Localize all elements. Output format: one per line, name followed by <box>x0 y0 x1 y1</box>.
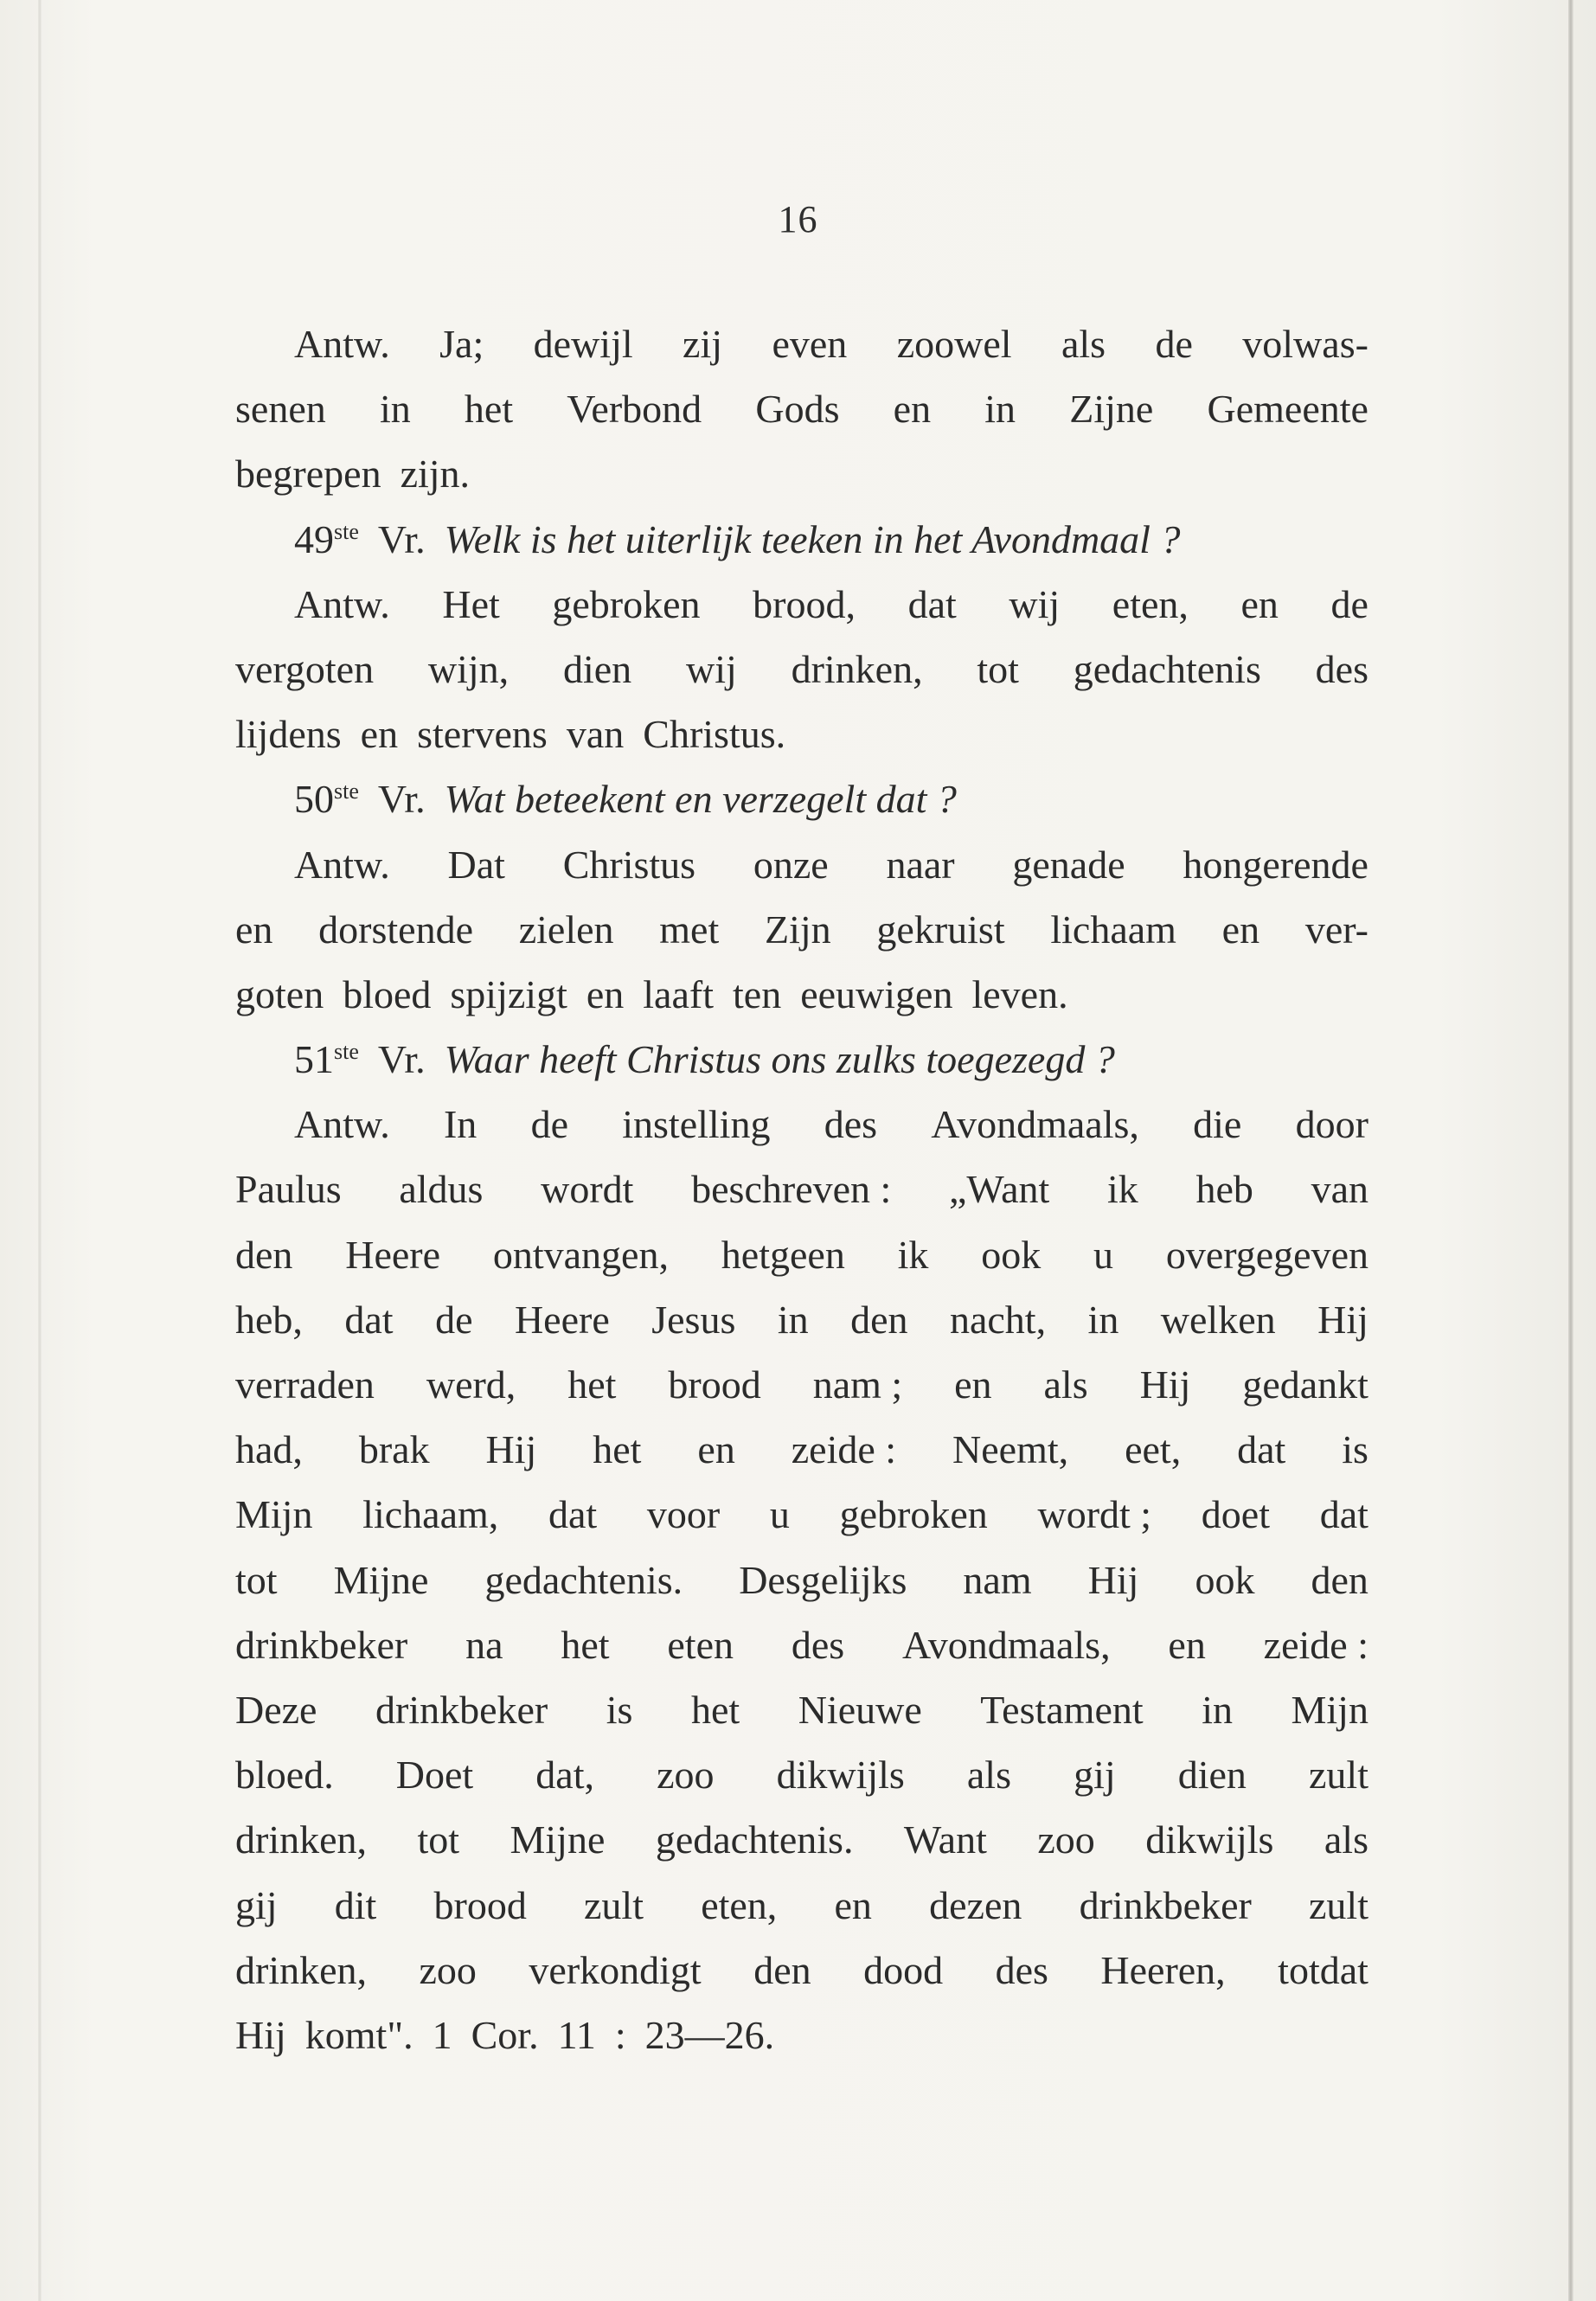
word: in <box>379 387 411 432</box>
word: den <box>235 1232 293 1277</box>
word: en <box>1168 1622 1206 1667</box>
word: als <box>1324 1817 1368 1862</box>
word: en <box>360 712 399 757</box>
text-line <box>235 1807 1368 1872</box>
word: brood, <box>753 581 856 626</box>
word: Avondmaals, <box>931 1102 1139 1147</box>
text-line <box>235 832 1368 897</box>
word: Avondmaals, <box>901 1622 1111 1667</box>
word: brak <box>358 1427 430 1472</box>
word: het <box>690 1687 740 1732</box>
word: bloed. <box>235 1753 334 1798</box>
word: dat <box>907 581 957 626</box>
word: die <box>1193 1102 1242 1147</box>
text-line <box>235 311 1368 376</box>
word: 23—26. <box>644 2012 775 2057</box>
word: dien <box>1177 1753 1247 1798</box>
word: dien <box>562 646 632 691</box>
word: verraden <box>235 1362 375 1407</box>
word: ook <box>981 1232 1042 1277</box>
word: komt". <box>304 2012 413 2057</box>
text-line <box>235 1612 1368 1677</box>
text-line <box>235 962 1368 1027</box>
word: den <box>753 1947 811 1992</box>
text-line <box>235 1027 1368 1092</box>
text-line <box>235 507 1368 572</box>
word: Mijne <box>333 1557 429 1602</box>
word: dat <box>344 1297 394 1342</box>
word: ik <box>897 1232 929 1277</box>
word: des <box>791 1622 845 1667</box>
word: zijn. <box>400 452 471 497</box>
word: dat <box>1319 1492 1368 1537</box>
word: dat <box>548 1492 598 1537</box>
word: lichaam <box>1050 907 1176 952</box>
word: Hij <box>1139 1362 1191 1407</box>
word: Hij <box>1087 1557 1139 1602</box>
question-number: 51ste <box>294 1037 359 1082</box>
word: heb <box>1195 1167 1253 1212</box>
text-line <box>235 1742 1368 1807</box>
word: welken <box>1160 1297 1276 1342</box>
word: Jesus <box>651 1297 736 1342</box>
text-line <box>235 1092 1368 1157</box>
word: onze <box>753 842 829 887</box>
word: Hij <box>1317 1297 1368 1342</box>
word: brood <box>668 1362 761 1407</box>
word: drinkbeker <box>235 1622 408 1667</box>
word: het <box>561 1622 610 1667</box>
word: in <box>777 1297 809 1342</box>
word: zoo <box>419 1947 477 1992</box>
word: met <box>659 907 720 952</box>
question-text: Wat beteekent en verzegelt dat ? <box>444 777 957 822</box>
word: drinkbeker <box>1079 1882 1252 1927</box>
word: 11 <box>557 2012 596 2057</box>
word: de <box>1330 581 1368 626</box>
question-label: Vr. <box>377 516 426 561</box>
word: gij <box>235 1882 278 1927</box>
word: de <box>530 1102 568 1147</box>
word: begrepen <box>235 452 381 497</box>
word: dikwijls <box>776 1753 905 1798</box>
word: zoo <box>1037 1817 1095 1862</box>
text-line <box>235 702 1368 766</box>
word: dezen <box>929 1882 1022 1927</box>
word: Deze <box>235 1687 317 1732</box>
word: gekruist <box>876 907 1005 952</box>
question-label: Vr. <box>377 777 426 822</box>
word: Antw. <box>294 1102 390 1147</box>
word: Desgelijks <box>739 1557 907 1602</box>
word: van <box>566 712 625 757</box>
word: Verbond <box>567 387 702 432</box>
word: wij <box>685 646 737 691</box>
word: Zijne <box>1069 387 1154 432</box>
word: als <box>1061 322 1106 366</box>
word: in <box>1202 1687 1233 1732</box>
word: drinken, <box>791 646 923 691</box>
text-line <box>235 1287 1368 1352</box>
word: volwas- <box>1242 322 1368 366</box>
word: het <box>464 387 514 432</box>
word: na <box>465 1622 503 1667</box>
word: lichaam, <box>362 1492 499 1537</box>
word: leven. <box>971 971 1068 1016</box>
word: eten <box>667 1622 734 1667</box>
word: en <box>954 1362 992 1407</box>
word: : <box>614 2012 626 2057</box>
word: gedankt <box>1242 1362 1368 1407</box>
page-edge <box>1568 0 1574 2301</box>
word: in <box>1087 1297 1119 1342</box>
word: en <box>235 907 273 952</box>
word: wij <box>1009 581 1061 626</box>
word: u <box>769 1492 790 1537</box>
word: is <box>606 1687 633 1732</box>
word: Christus. <box>643 712 786 757</box>
word: Hij <box>485 1427 537 1472</box>
word: en <box>586 971 625 1016</box>
word: is <box>1342 1427 1368 1472</box>
text-line <box>235 376 1368 441</box>
word: dat, <box>535 1753 594 1798</box>
word: eten, <box>1112 581 1189 626</box>
word: Gods <box>755 387 840 432</box>
text-line <box>235 1873 1368 1938</box>
word: Hij <box>235 2012 286 2057</box>
word: dit <box>334 1882 377 1927</box>
word: tot <box>977 646 1019 691</box>
word: eten, <box>701 1882 778 1927</box>
word: eet, <box>1125 1427 1182 1472</box>
word: verkondigt <box>529 1947 702 1992</box>
word: ver- <box>1304 907 1368 952</box>
word: des <box>1315 646 1368 691</box>
word: Want <box>903 1817 987 1862</box>
question-text: Welk is het uiterlijk teeken in het Avondmaal ? <box>444 516 1181 561</box>
word: door <box>1295 1102 1368 1147</box>
text-line <box>235 637 1368 702</box>
word: even <box>772 322 848 366</box>
word: Zijn <box>765 907 831 952</box>
word: totdat <box>1278 1947 1368 1992</box>
word: vergoten <box>235 646 375 691</box>
text-line <box>235 1222 1368 1287</box>
question-text: Waar heeft Christus ons zulks toegezegd ? <box>444 1037 1115 1082</box>
word: in <box>984 387 1016 432</box>
text-line <box>235 897 1368 962</box>
word: hongerende <box>1183 842 1368 887</box>
word: 1 <box>432 2012 452 2057</box>
word: zoo <box>657 1753 715 1798</box>
word: Gemeente <box>1207 387 1368 432</box>
word: dorstende <box>318 907 473 952</box>
word: zoowel <box>896 322 1012 366</box>
word: Het <box>442 581 500 626</box>
word: als <box>1043 1362 1088 1407</box>
word: den <box>850 1297 908 1342</box>
word: ten <box>733 971 782 1016</box>
text-line <box>235 1938 1368 2003</box>
word: van <box>1311 1167 1368 1212</box>
text-line <box>235 1482 1368 1547</box>
word: des <box>824 1102 878 1147</box>
word: had, <box>235 1427 303 1472</box>
word: ik <box>1107 1167 1138 1212</box>
word: voor <box>646 1492 721 1537</box>
word: instelling <box>622 1102 771 1147</box>
word: Mijn <box>1291 1687 1368 1732</box>
word: en <box>834 1882 872 1927</box>
word: genade <box>1012 842 1125 887</box>
word: lijdens <box>235 712 342 757</box>
word: Nieuwe <box>798 1687 922 1732</box>
word: tot <box>417 1817 460 1862</box>
word: doet <box>1201 1492 1270 1537</box>
word: zult <box>1309 1882 1368 1927</box>
word: dewijl <box>533 322 633 366</box>
word: In <box>443 1102 478 1147</box>
word: drinken, <box>235 1947 368 1992</box>
word: Antw. <box>294 581 390 626</box>
word: aldus <box>399 1167 484 1212</box>
word: zielen <box>518 907 614 952</box>
question-label: Vr. <box>377 1037 426 1082</box>
text-line <box>235 1417 1368 1482</box>
word: zult <box>1309 1753 1368 1798</box>
word: zij <box>683 322 723 366</box>
word: Antw. <box>294 322 390 366</box>
text-line <box>235 1548 1368 1612</box>
word: heb, <box>235 1297 303 1342</box>
text-line <box>235 572 1368 637</box>
body-text <box>235 311 1368 2067</box>
word: Christus <box>562 842 696 887</box>
word: Doet <box>395 1753 474 1798</box>
word: overgegeven <box>1165 1232 1368 1277</box>
word: senen <box>235 387 326 432</box>
word: dikwijls <box>1145 1817 1274 1862</box>
word: het <box>593 1427 642 1472</box>
word: spijzigt <box>450 971 567 1016</box>
word: gedachtenis. <box>655 1817 854 1862</box>
page-number: 16 <box>778 198 818 240</box>
text-line <box>235 766 1368 831</box>
word: Testament <box>980 1687 1144 1732</box>
word: dat <box>1237 1427 1286 1472</box>
word: laaft <box>643 971 714 1016</box>
word: ontvangen, <box>492 1232 669 1277</box>
word: Antw. <box>294 842 390 887</box>
word: „Want <box>948 1167 1050 1212</box>
word: bloed <box>343 971 432 1016</box>
word: de <box>1155 322 1193 366</box>
word: Mijn <box>235 1492 313 1537</box>
word: wijn, <box>427 646 510 691</box>
word: naar <box>886 842 955 887</box>
text-line <box>235 2003 1368 2067</box>
word: als <box>966 1753 1011 1798</box>
word: eeuwigen <box>800 971 953 1016</box>
word: nam <box>963 1557 1032 1602</box>
word: gebroken <box>552 581 701 626</box>
word: nam ; <box>812 1362 903 1407</box>
word: Neemt, <box>952 1427 1069 1472</box>
text-line <box>235 1352 1368 1417</box>
word: Mijne <box>510 1817 606 1862</box>
word: u <box>1093 1232 1114 1277</box>
word: Heeren, <box>1100 1947 1226 1992</box>
word: gebroken <box>839 1492 988 1537</box>
word: nacht, <box>949 1297 1047 1342</box>
word: het <box>567 1362 617 1407</box>
word: gij <box>1074 1753 1116 1798</box>
word: stervens <box>417 712 548 757</box>
word: drinken, <box>235 1817 368 1862</box>
word: gedachtenis <box>1073 646 1261 691</box>
word: wordt ; <box>1037 1492 1152 1537</box>
word: en <box>697 1427 735 1472</box>
word: den <box>1311 1557 1368 1602</box>
word: Cor. <box>471 2012 539 2057</box>
word: des <box>995 1947 1048 1992</box>
word: goten <box>235 971 324 1016</box>
word: gedachtenis. <box>484 1557 683 1602</box>
word: ook <box>1195 1557 1255 1602</box>
word: en <box>1240 581 1279 626</box>
word: wordt <box>541 1167 634 1212</box>
word: zeide : <box>791 1427 897 1472</box>
word: Heere <box>345 1232 441 1277</box>
word: de <box>435 1297 473 1342</box>
word: zeide : <box>1263 1622 1368 1667</box>
word: zult <box>584 1882 644 1927</box>
word: tot <box>235 1557 278 1602</box>
word: drinkbeker <box>375 1687 548 1732</box>
page-fold-shadow <box>38 0 42 2301</box>
word: hetgeen <box>721 1232 845 1277</box>
question-number: 49ste <box>294 516 359 561</box>
word: Ja; <box>439 322 484 366</box>
word: dood <box>863 1947 944 1992</box>
word: Heere <box>514 1297 610 1342</box>
word: beschreven : <box>691 1167 892 1212</box>
text-line <box>235 1677 1368 1742</box>
word: brood <box>433 1882 527 1927</box>
word: en <box>893 387 932 432</box>
question-number: 50ste <box>294 777 359 822</box>
text-line <box>235 441 1368 506</box>
word: Dat <box>447 842 505 887</box>
word: werd, <box>426 1362 516 1407</box>
word: en <box>1221 907 1260 952</box>
text-line <box>235 1157 1368 1221</box>
word: Paulus <box>235 1167 342 1212</box>
